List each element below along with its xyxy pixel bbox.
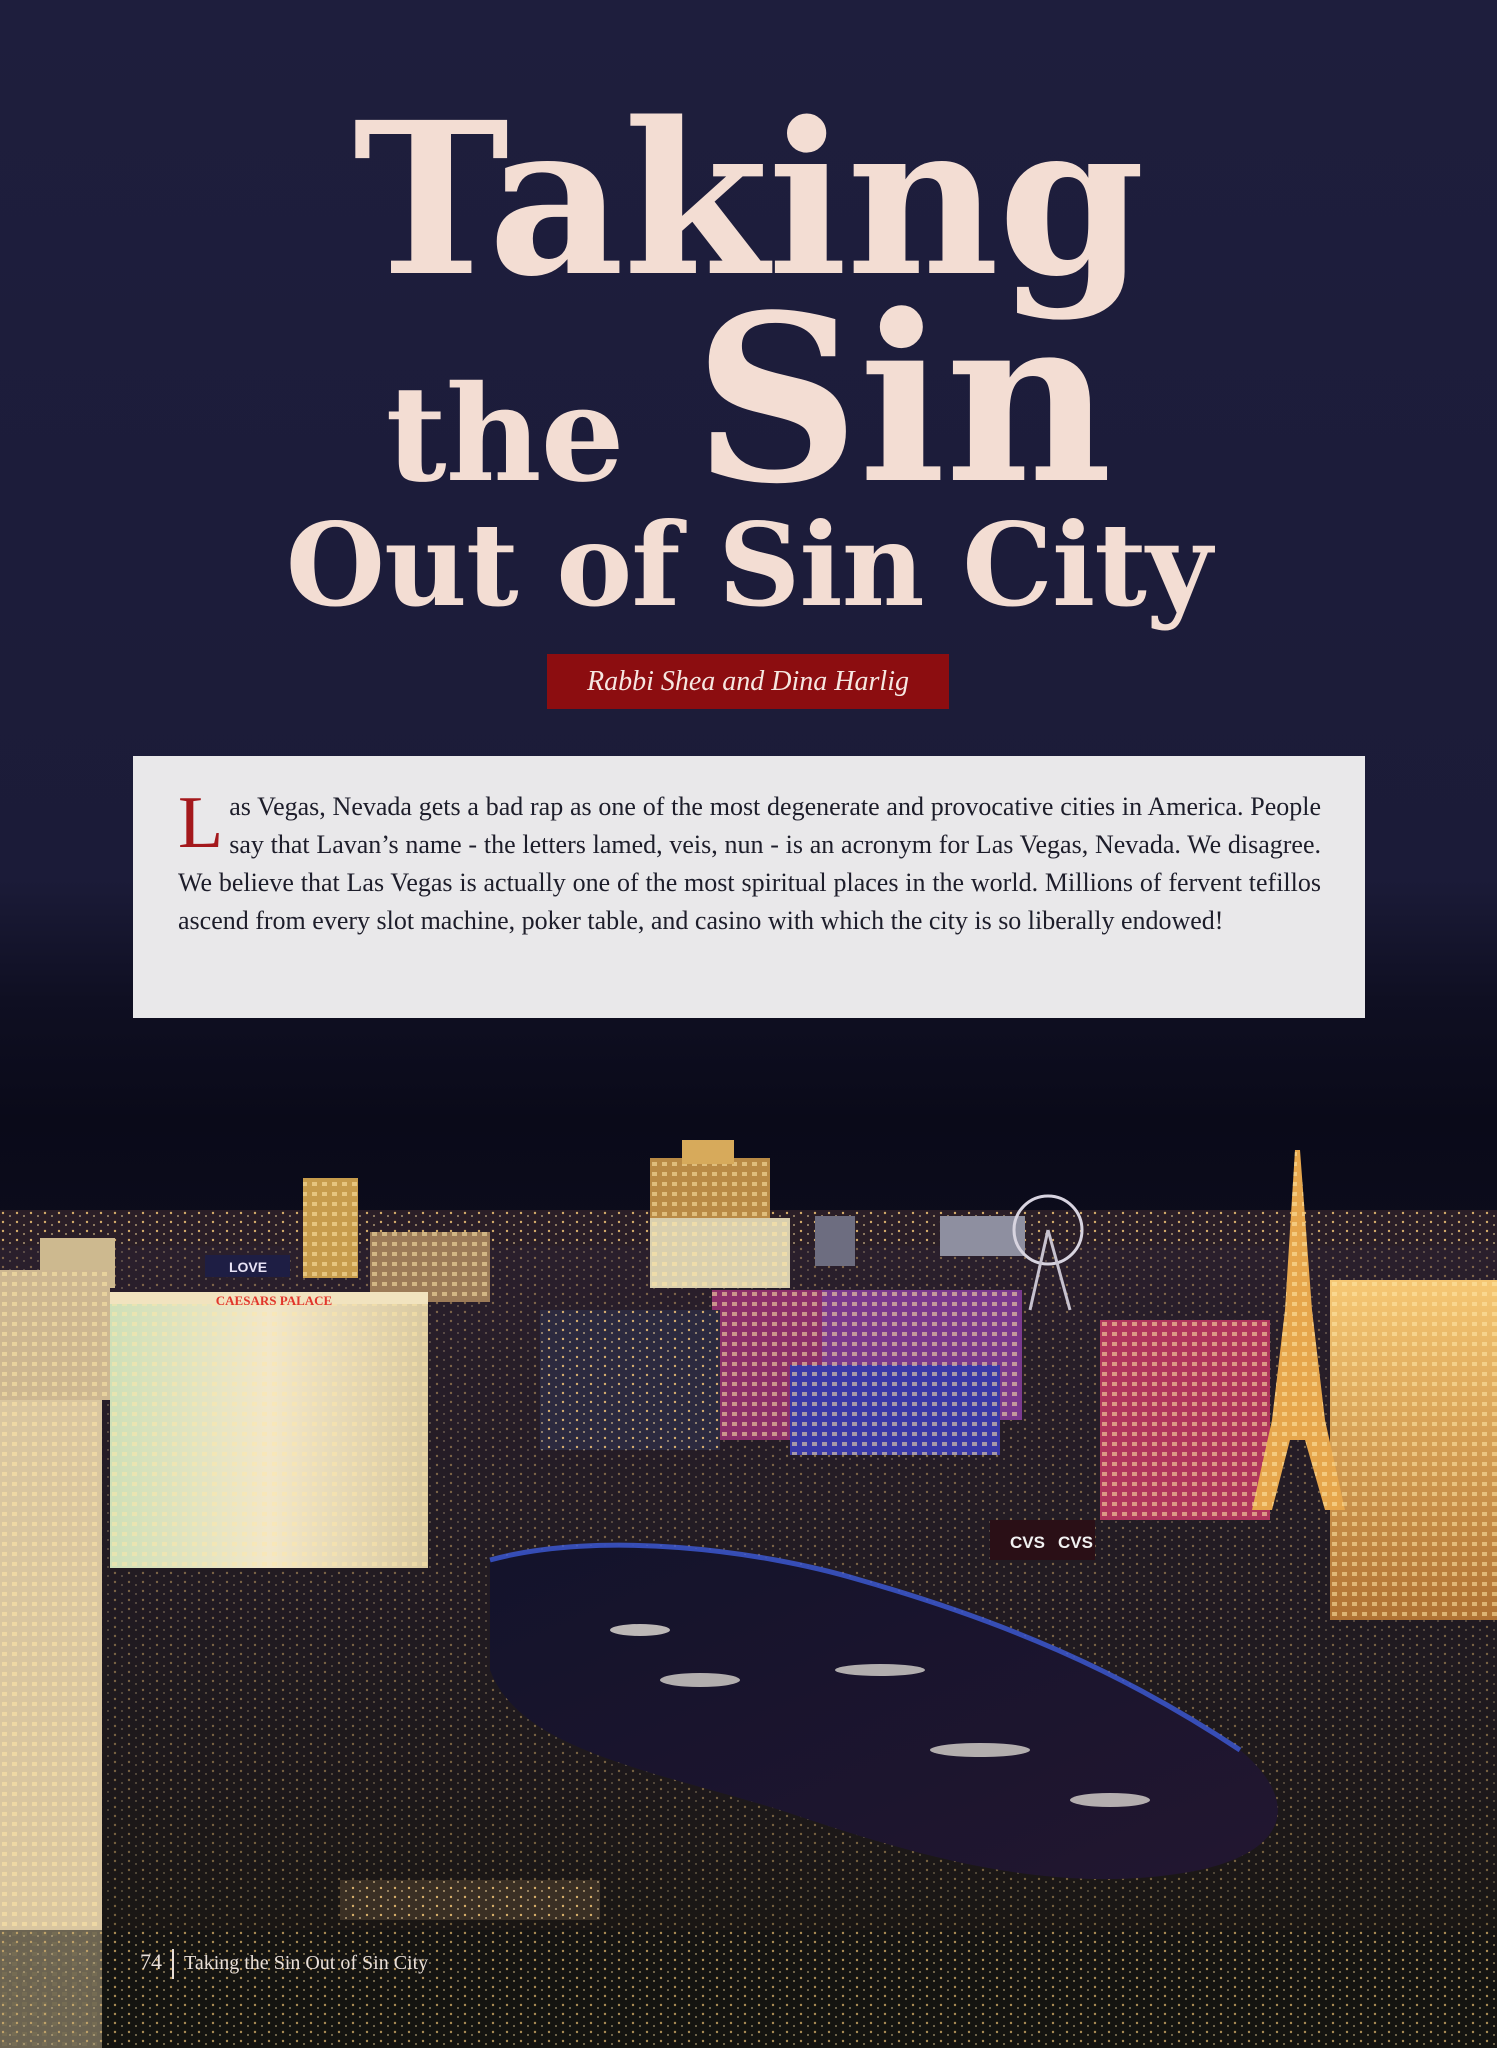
cvs-sign-left: CVS [1010, 1533, 1045, 1552]
page-number: 74 [140, 1949, 162, 1974]
intro-text: as Vegas, Nevada gets a bad rap as one of the most degenerate and provocative cities in America. People say that Lavan’s name - the letters lamed, veis, nun - is an acronym for Las Vegas, Nevada. We disagree. We believe that Las Vegas is actually one of the most spiritual places in the world. Millions of fervent tefillos ascend from every slot machine, poker table, and casino with which the city is so liberally endowed! [178, 792, 1321, 935]
caesars-palace-sign: CAESARS PALACE [215, 1293, 333, 1308]
cvs-sign-right: CVS [1058, 1533, 1093, 1552]
las-vegas-night-photo [0, 1110, 1497, 2048]
drop-cap: L [178, 782, 224, 864]
footer-divider [172, 1949, 174, 1979]
intro-box [133, 756, 1365, 1018]
headline-line-3: Out of Sin City [285, 498, 1212, 632]
headline-line-1: Taking [352, 76, 1145, 323]
headline-the: the [385, 357, 624, 512]
intro-paragraph [178, 782, 1321, 940]
love-sign: LOVE [228, 1259, 268, 1275]
page-footer [140, 1944, 428, 1980]
running-title: Taking the Sin Out of Sin City [184, 1952, 429, 1974]
headline-sin: Sin [693, 265, 1112, 535]
author-byline: Rabbi Shea and Dina Harlig [547, 654, 949, 709]
headline-line-2 [0, 265, 1497, 535]
